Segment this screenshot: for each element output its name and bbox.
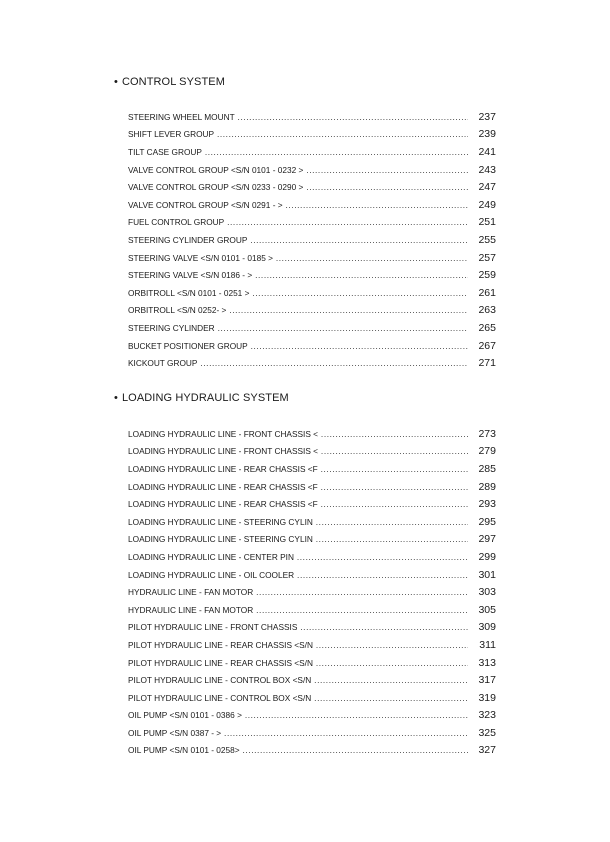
toc-entry[interactable] xyxy=(128,284,498,302)
toc-entry[interactable] xyxy=(128,108,498,126)
toc-entry-title: HYDRAULIC LINE - FAN MOTOR ..... xyxy=(128,587,468,597)
toc-entry-page-number: 279 xyxy=(478,445,496,458)
toc-entry-title: TILT CASE GROUP ..... xyxy=(128,147,468,157)
section-title: CONTROL SYSTEM xyxy=(121,76,226,88)
toc-entry-title: LOADING HYDRAULIC LINE - FRONT CHASSIS < ..... xyxy=(128,446,468,456)
toc-entry-page-number: 267 xyxy=(478,339,496,352)
section-bullet: • xyxy=(114,76,118,88)
toc-entry-page-number: 297 xyxy=(478,533,496,546)
toc-entry-page-number: 311 xyxy=(479,638,496,651)
toc-entry-title: LOADING HYDRAULIC LINE - REAR CHASSIS <F ..... xyxy=(128,499,468,509)
toc-entry-page-number: 241 xyxy=(478,145,496,158)
toc-entry[interactable] xyxy=(128,425,498,443)
toc-entry-title: LOADING HYDRAULIC LINE - FRONT CHASSIS < ..... xyxy=(128,429,468,439)
toc-entry-page-number: 265 xyxy=(478,321,496,334)
toc-entry-title: ORBITROLL <S/N 0101 - 0251 > ..... xyxy=(128,288,468,298)
toc-entry-title: LOADING HYDRAULIC LINE - CENTER PIN ..... xyxy=(128,552,468,562)
section-heading-loading-hydraulic-system xyxy=(114,392,289,404)
toc-entry[interactable] xyxy=(128,196,498,214)
toc-entry[interactable] xyxy=(128,689,498,707)
toc-entry-page-number: 273 xyxy=(478,427,496,440)
toc-entry-page-number: 299 xyxy=(478,550,496,563)
toc-entry[interactable] xyxy=(128,354,498,372)
toc-entry-title: PILOT HYDRAULIC LINE - CONTROL BOX <S/N ..... xyxy=(128,693,468,703)
toc-entry-page-number: 243 xyxy=(478,163,496,176)
toc-entry-title: LOADING HYDRAULIC LINE - REAR CHASSIS <F ..... xyxy=(128,464,468,474)
toc-entry[interactable] xyxy=(128,671,498,689)
toc-entry-title: HYDRAULIC LINE - FAN MOTOR ..... xyxy=(128,605,468,615)
toc-entry-title: STEERING VALVE <S/N 0101 - 0185 > ..... xyxy=(128,253,468,263)
toc-entry[interactable] xyxy=(128,478,498,496)
toc-entry-title: KICKOUT GROUP ..... xyxy=(128,358,468,368)
toc-entry-title: SHIFT LEVER GROUP ..... xyxy=(128,129,468,139)
toc-entry-title: VALVE CONTROL GROUP <S/N 0101 - 0232 > ..... xyxy=(128,165,468,175)
toc-entry[interactable] xyxy=(128,319,498,337)
toc-entry[interactable] xyxy=(128,619,498,637)
toc-entry-page-number: 319 xyxy=(478,691,496,704)
section-title: LOADING HYDRAULIC SYSTEM xyxy=(121,392,289,404)
toc-entry[interactable] xyxy=(128,337,498,355)
toc-entry[interactable] xyxy=(128,214,498,232)
toc-entry[interactable] xyxy=(128,126,498,144)
toc-entry-page-number: 305 xyxy=(478,603,496,616)
toc-entry-page-number: 271 xyxy=(478,357,496,370)
toc-entry-title: PILOT HYDRAULIC LINE - REAR CHASSIS <S/N ..... xyxy=(128,658,468,668)
toc-entry[interactable] xyxy=(128,548,498,566)
toc-entry-page-number: 239 xyxy=(478,128,496,141)
toc-entry-title: LOADING HYDRAULIC LINE - STEERING CYLIN ..... xyxy=(128,517,468,527)
toc-entry[interactable] xyxy=(128,178,498,196)
toc-entry-title: LOADING HYDRAULIC LINE - OIL COOLER ..... xyxy=(128,570,468,580)
toc-entry[interactable] xyxy=(128,143,498,161)
toc-entry-page-number: 259 xyxy=(478,269,496,282)
toc-entry-title: ORBITROLL <S/N 0252- > ..... xyxy=(128,305,468,315)
toc-entry-page-number: 285 xyxy=(478,462,496,475)
toc-entry-page-number: 323 xyxy=(478,709,496,722)
toc-entry-title: STEERING CYLINDER GROUP ..... xyxy=(128,235,468,245)
toc-entry-title: STEERING CYLINDER ..... xyxy=(128,323,468,333)
toc-entry[interactable] xyxy=(128,266,498,284)
toc-entry[interactable] xyxy=(128,654,498,672)
toc-entry[interactable] xyxy=(128,742,498,760)
toc-entry-page-number: 325 xyxy=(478,726,496,739)
toc-entry-title: OIL PUMP <S/N 0101 - 0258> ..... xyxy=(128,745,468,755)
toc-entry-page-number: 313 xyxy=(478,656,496,669)
toc-entry-page-number: 251 xyxy=(478,216,496,229)
toc-entry-title: LOADING HYDRAULIC LINE - REAR CHASSIS <F ..... xyxy=(128,482,468,492)
toc-entry-page-number: 309 xyxy=(478,621,496,634)
toc-list-control-system xyxy=(128,108,498,372)
toc-entry[interactable] xyxy=(128,601,498,619)
toc-entry-page-number: 295 xyxy=(478,515,496,528)
toc-entry[interactable] xyxy=(128,249,498,267)
toc-entry[interactable] xyxy=(128,707,498,725)
toc-entry-title: PILOT HYDRAULIC LINE - CONTROL BOX <S/N ..... xyxy=(128,675,468,685)
toc-entry-title: PILOT HYDRAULIC LINE - REAR CHASSIS <S/N ..... xyxy=(128,640,468,650)
toc-entry[interactable] xyxy=(128,443,498,461)
toc-entry-title: STEERING WHEEL MOUNT ..... xyxy=(128,112,468,122)
toc-entry-title: VALVE CONTROL GROUP <S/N 0291 - > ..... xyxy=(128,200,468,210)
toc-entry[interactable] xyxy=(128,724,498,742)
toc-entry-page-number: 237 xyxy=(478,110,496,123)
toc-entry-page-number: 303 xyxy=(478,586,496,599)
toc-entry[interactable] xyxy=(128,231,498,249)
toc-entry[interactable] xyxy=(128,583,498,601)
toc-list-loading-hydraulic-system xyxy=(128,425,498,759)
toc-entry-page-number: 263 xyxy=(478,304,496,317)
toc-entry-title: VALVE CONTROL GROUP <S/N 0233 - 0290 > ..... xyxy=(128,182,468,192)
toc-entry-title: OIL PUMP <S/N 0101 - 0386 > ..... xyxy=(128,710,468,720)
toc-entry[interactable] xyxy=(128,460,498,478)
toc-entry-page-number: 327 xyxy=(478,744,496,757)
toc-entry[interactable] xyxy=(128,302,498,320)
toc-entry-page-number: 293 xyxy=(478,498,496,511)
toc-entry-title: PILOT HYDRAULIC LINE - FRONT CHASSIS ..... xyxy=(128,622,468,632)
toc-entry-title: BUCKET POSITIONER GROUP ..... xyxy=(128,341,468,351)
toc-entry-page-number: 301 xyxy=(478,568,496,581)
section-heading-control-system xyxy=(114,76,225,88)
toc-entry[interactable] xyxy=(128,513,498,531)
toc-entry[interactable] xyxy=(128,566,498,584)
toc-entry-title: STEERING VALVE <S/N 0186 - > ..... xyxy=(128,270,468,280)
toc-entry-title: OIL PUMP <S/N 0387 - > ..... xyxy=(128,728,468,738)
toc-entry-page-number: 317 xyxy=(478,674,496,687)
toc-entry-page-number: 249 xyxy=(478,198,496,211)
toc-entry-page-number: 257 xyxy=(478,251,496,264)
section-bullet: • xyxy=(114,392,118,404)
toc-entry-page-number: 261 xyxy=(478,286,496,299)
toc-entry[interactable] xyxy=(128,161,498,179)
toc-entry[interactable] xyxy=(128,531,498,549)
toc-entry-page-number: 255 xyxy=(478,233,496,246)
toc-entry[interactable] xyxy=(128,636,498,654)
toc-entry-title: LOADING HYDRAULIC LINE - STEERING CYLIN ..... xyxy=(128,534,468,544)
toc-entry-page-number: 289 xyxy=(478,480,496,493)
toc-entry[interactable] xyxy=(128,495,498,513)
toc-entry-page-number: 247 xyxy=(478,181,496,194)
toc-entry-title: FUEL CONTROL GROUP ..... xyxy=(128,217,468,227)
